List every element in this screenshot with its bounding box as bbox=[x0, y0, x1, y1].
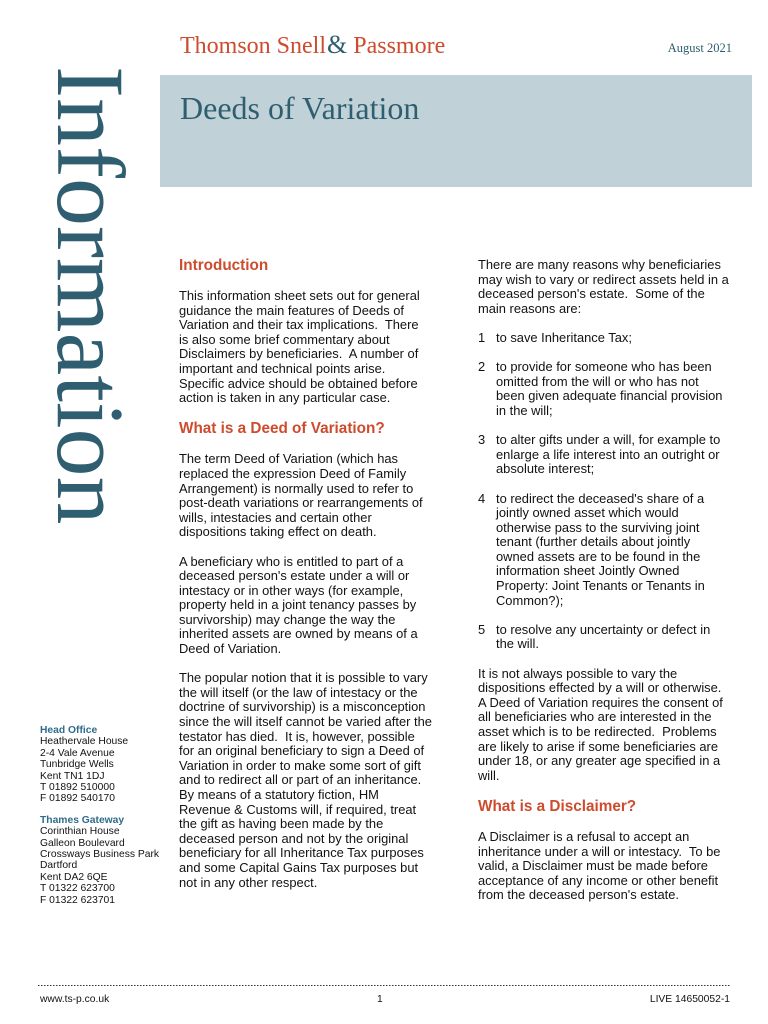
paragraph-line: intestacy or in other ways (for example, bbox=[179, 582, 404, 598]
introduction-line: is also some brief commentary about bbox=[179, 331, 390, 347]
section-heading-introduction: Introduction bbox=[179, 257, 269, 274]
paragraph-line: wills, intestacies and certain other bbox=[179, 509, 372, 525]
office-name: Thames Gateway bbox=[40, 814, 125, 826]
paragraph-line: acceptance of any income or other benefit bbox=[478, 872, 719, 888]
introduction-line: Disclaimers by beneficiaries. A number of bbox=[179, 346, 419, 362]
office-head-office bbox=[40, 725, 159, 805]
reason-text bbox=[496, 331, 632, 346]
reason-line: to resolve any uncertainty or defect in bbox=[496, 621, 711, 637]
introduction-line: action is taken in any particular case. bbox=[179, 390, 391, 406]
reason-item-5 bbox=[478, 623, 743, 652]
address-line: Tunbridge Wells bbox=[40, 759, 114, 771]
reason-line: to alter gifts under a will, for example to bbox=[496, 432, 721, 448]
address-line: F 01892 540170 bbox=[40, 793, 116, 805]
reason-line: been given adequate financial provision bbox=[496, 388, 723, 404]
logo-text-passmore: Passmore bbox=[353, 33, 446, 59]
reason-line: in the will; bbox=[496, 402, 553, 418]
reason-line: the will. bbox=[496, 636, 539, 652]
office-name: Head Office bbox=[40, 725, 98, 736]
logo-ampersand: & bbox=[327, 30, 348, 59]
footer-page-number: 1 bbox=[377, 994, 383, 1005]
logo-text-thomson-snell: Thomson Snell bbox=[180, 33, 327, 59]
paragraph-line: The popular notion that it is possible to vary bbox=[179, 670, 428, 686]
reason-line: enlarge a life interest into an outright or bbox=[496, 446, 720, 462]
paragraph-line: not in any other respect. bbox=[179, 874, 318, 890]
paragraph-line: deceased person and not by the original bbox=[179, 830, 409, 846]
paragraph-line: under 18, or any greater age specified in a bbox=[478, 753, 721, 769]
address-line: Crossways Business Park bbox=[40, 849, 160, 861]
reason-line: to provide for someone who has been bbox=[496, 359, 712, 375]
address-line: T 01322 623700 bbox=[40, 883, 115, 895]
reasons-intro-paragraph bbox=[478, 258, 743, 316]
introduction-paragraph bbox=[179, 289, 441, 406]
reason-item-4 bbox=[478, 492, 743, 609]
paragraph-line: A beneficiary who is entitled to part of a bbox=[179, 553, 404, 569]
reason-line: omitted from the will or who has not bbox=[496, 373, 699, 389]
reason-item-1 bbox=[478, 331, 743, 346]
paragraph-line: The term Deed of Variation (which has bbox=[179, 451, 399, 467]
reason-number: 3 bbox=[478, 432, 486, 448]
reason-number: 1 bbox=[478, 329, 486, 345]
section-heading-disclaimer: What is a Disclaimer? bbox=[478, 797, 637, 815]
paragraph-line: all beneficiaries who are interested in the bbox=[478, 709, 712, 725]
paragraph-line: dispositions taking effect on death. bbox=[179, 524, 377, 540]
reason-line: otherwise pass to the surviving joint bbox=[496, 519, 700, 535]
office-thames-gateway bbox=[40, 815, 159, 906]
paragraph-line: may wish to vary or redirect assets held in a bbox=[478, 271, 729, 287]
title-banner bbox=[160, 75, 752, 187]
office-address bbox=[40, 826, 159, 906]
paragraph-line: Revenue & Customs will, if required, treat bbox=[179, 801, 417, 817]
address-line: Corinthian House bbox=[40, 826, 120, 838]
reason-line: information sheet Jointly Owned bbox=[496, 563, 680, 579]
address-line: F 01322 623701 bbox=[40, 894, 116, 906]
address-line: 2-4 Vale Avenue bbox=[40, 747, 115, 759]
paragraph-line: A Deed of Variation requires the consent of bbox=[478, 694, 723, 710]
paragraph-line: There are many reasons why beneficiaries bbox=[478, 257, 721, 272]
reason-item-3 bbox=[478, 433, 743, 477]
paragraph-line: doctrine of survivorship) is a misconception bbox=[179, 699, 426, 715]
paragraph-line: It is not always possible to vary the bbox=[478, 665, 678, 681]
footer-dotted-divider bbox=[38, 985, 730, 986]
reason-line: to save Inheritance Tax; bbox=[496, 329, 632, 345]
reason-line: to redirect the deceased's share of a bbox=[496, 490, 705, 506]
right-column bbox=[478, 258, 743, 918]
reason-number: 2 bbox=[478, 359, 486, 375]
disclaimer-paragraph bbox=[478, 830, 743, 903]
reason-line: owned assets are to be found in the bbox=[496, 548, 701, 564]
paragraph-line: A Disclaimer is a refusal to accept an bbox=[478, 828, 690, 844]
paragraph-line: deceased person's estate. Some of the bbox=[478, 286, 705, 302]
misconception-paragraph bbox=[179, 671, 441, 890]
address-line: Dartford bbox=[40, 860, 78, 872]
paragraph-line: inherited assets are owned by means of a bbox=[179, 626, 418, 642]
paragraph-line: inheritance under a will or intestacy. To be bbox=[478, 843, 721, 859]
section-heading-deed-of-variation: What is a Deed of Variation? bbox=[179, 420, 385, 438]
reason-item-2 bbox=[478, 360, 743, 418]
introduction-line: Variation and their tax implications. There bbox=[179, 317, 419, 333]
office-addresses bbox=[40, 725, 159, 906]
paragraph-line: Arrangement) is normally used to refer to bbox=[179, 480, 414, 496]
paragraph-line: the gift as having been made by the bbox=[179, 816, 384, 832]
address-line: Galleon Boulevard bbox=[40, 837, 125, 849]
office-address bbox=[40, 736, 159, 804]
paragraph-line: post-death variations or rearrangements of bbox=[179, 495, 423, 511]
paragraph-line: dispositions effected by a will or otherwise. bbox=[478, 680, 722, 696]
paragraph-line: for an original beneficiary to sign a Deed of bbox=[179, 743, 425, 759]
paragraph-line: survivorship) may change the way the bbox=[179, 611, 396, 627]
reason-text bbox=[496, 623, 710, 652]
deed-definition-paragraph bbox=[179, 452, 441, 540]
publication-date: August 2021 bbox=[667, 41, 732, 55]
paragraph-line: the will itself (or the law of intestacy or the bbox=[179, 684, 418, 700]
reason-number: 4 bbox=[478, 490, 486, 506]
address-line: T 01892 510000 bbox=[40, 782, 115, 794]
limitations-paragraph bbox=[478, 667, 743, 784]
paragraph-line: from the deceased person's estate. bbox=[478, 887, 679, 903]
reason-line: Property: Joint Tenants or Tenants in bbox=[496, 578, 705, 594]
footer-document-reference: LIVE 14650052-1 bbox=[649, 994, 730, 1005]
reason-line: absolute interest; bbox=[496, 461, 595, 477]
paragraph-line: deceased person's estate under a will or bbox=[179, 568, 410, 584]
address-line: Kent TN1 1DJ bbox=[40, 770, 105, 782]
footer-website: www.ts-p.co.uk bbox=[40, 994, 110, 1005]
reason-text bbox=[496, 360, 722, 418]
introduction-line: important and technical points arise. bbox=[179, 360, 386, 376]
paragraph-line: since the will itself cannot be varied after the bbox=[179, 714, 432, 730]
paragraph-line: Deed of Variation. bbox=[179, 641, 282, 657]
paragraph-line: main reasons are: bbox=[478, 300, 582, 316]
introduction-line: Specific advice should be obtained before bbox=[179, 375, 418, 391]
beneficiary-paragraph bbox=[179, 555, 441, 657]
middle-column bbox=[179, 257, 441, 905]
reason-line: Common?); bbox=[496, 592, 564, 608]
paragraph-line: and to redirect all or part of an inheritance. bbox=[179, 772, 422, 788]
reason-text bbox=[496, 492, 705, 609]
paragraph-line: valid, a Disclaimer must be made before bbox=[478, 858, 708, 874]
paragraph-line: replaced the expression Deed of Family bbox=[179, 465, 407, 481]
paragraph-line: are likely to arise if some beneficiaries are bbox=[478, 738, 719, 754]
paragraph-line: and some Capital Gains Tax purposes but bbox=[179, 859, 419, 875]
paragraph-line: property held in a joint tenancy passes by bbox=[179, 597, 417, 613]
paragraph-line: testator has died. It is, however, possible bbox=[179, 728, 415, 744]
side-title-vertical: Information bbox=[37, 66, 144, 525]
paragraph-line: will. bbox=[478, 767, 500, 783]
paragraph-line: asset which is to be redirected. Problems bbox=[478, 724, 717, 739]
address-line: Heathervale House bbox=[40, 736, 129, 748]
company-logo bbox=[180, 30, 446, 59]
introduction-line: guidance the main features of Deeds of bbox=[179, 302, 405, 318]
paragraph-line: By means of a statutory fiction, HM bbox=[179, 787, 379, 802]
paragraph-line: Variation in order to make some sort of gift bbox=[179, 757, 421, 773]
address-line: Kent DA2 6QE bbox=[40, 871, 108, 883]
document-title: Deeds of Variation bbox=[180, 90, 420, 126]
reason-line: jointly owned asset which would bbox=[496, 505, 679, 521]
paragraph-line: beneficiary for all Inheritance Tax purposes bbox=[179, 845, 424, 861]
introduction-line: This information sheet sets out for general bbox=[179, 288, 420, 303]
reason-line: tenant (further details about jointly bbox=[496, 534, 691, 550]
reason-number: 5 bbox=[478, 621, 486, 637]
reason-text bbox=[496, 433, 720, 477]
